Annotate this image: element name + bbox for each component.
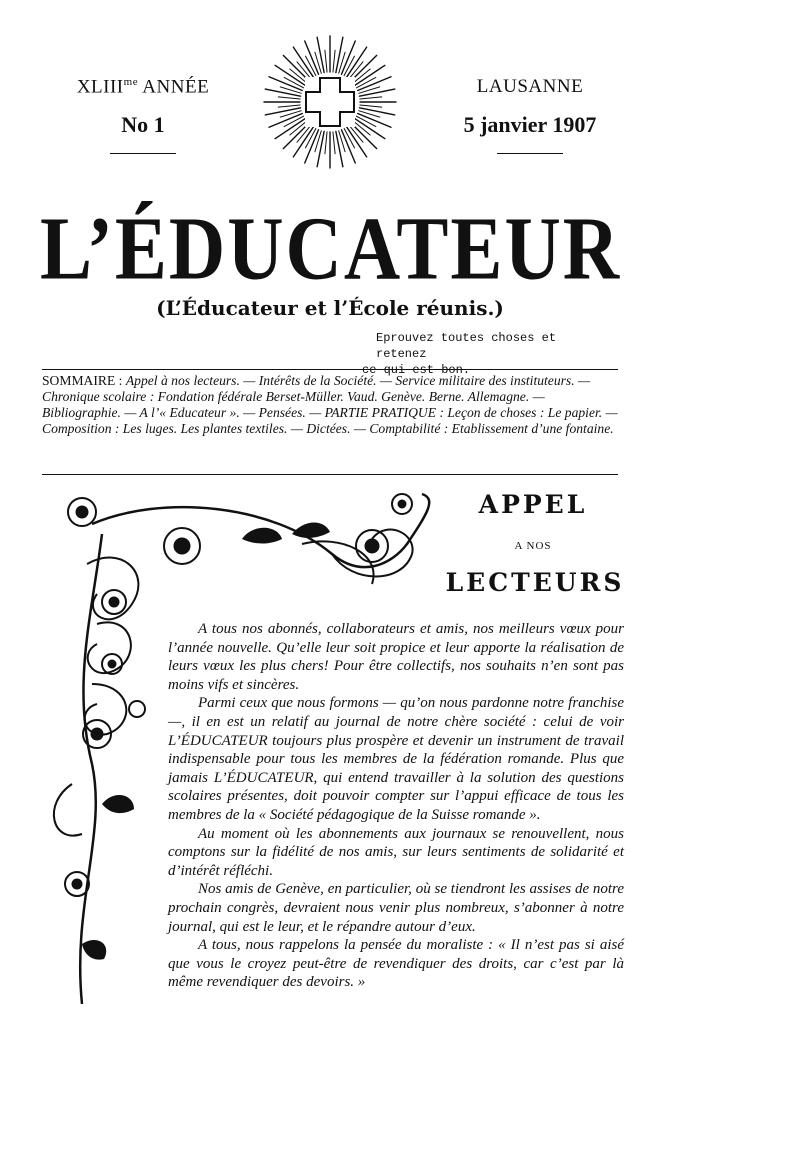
sunburst-ray xyxy=(359,89,394,96)
motto xyxy=(362,330,602,378)
sunburst-ray xyxy=(336,131,343,166)
summary-top-rule xyxy=(42,369,618,370)
sunburst-ray xyxy=(293,127,313,157)
sunburst-ray xyxy=(355,65,385,85)
article-paragraph: Nos amis de Genève, en particulier, où se tiendront les assises de notre prochain congrès, devraient nous venir plus nombreux, s’abonner à notre journal, qui est le leur, et le répandre autour d’eux. xyxy=(168,881,624,935)
article-paragraph: A tous nos abonnés, collaborateurs et amis, nos meilleurs vœux pour l’année nouvelle. Qu’elle leur soit propice et leur apporte la réalisation de leurs vœux les plus chers! Pour être collectifs, nos souhaits n’en sont pas moins vifs et sincères. xyxy=(168,621,624,693)
sunburst-ray xyxy=(317,37,324,72)
sunburst-ray xyxy=(333,50,335,72)
sunburst-ray xyxy=(278,105,300,107)
summary-block xyxy=(42,373,618,437)
article-paragraph: Parmi ceux que nous formons — qu’on nous pardonne notre franchise —, il en est un relatif au journal de notre chère société : celui de voir L’ÉDUCATEUR toujours plus prospère et devenir un instrument de travail indispensable pour tous les membres de la fédération romande. Plus que jamais L’ÉDUCATEUR, qui entend travailler à la solution des questions scolaires présentes, doit pouvoir compter sur l’appui efficace de tous les membres de la « Société pédagogique de la Suisse romande ». xyxy=(168,695,624,823)
issue-date: 5 janvier 1907 xyxy=(463,112,597,137)
city-label: LAUSANNE xyxy=(476,76,584,97)
summary-text: Appel à nos lecteurs. — Intérêts de la Société. — Service militaire des instituteurs. — Chronique scolaire : Fondation fédérale Berset-Müller. Vaud. Genève. Berne. Allemagne. — Bibliographie. — A l’« Educateur ». — Pensées. — PARTIE PRATIQUE : Leçon de choses : Le papier. — Composition : Les luges. Les plantes textiles. — Dictées. — Comptabilité : Etablissement d’une fontaine. xyxy=(42,373,618,436)
sunburst-ray xyxy=(360,97,382,99)
year-label: $XLIII^{me}$ ANNÉE xyxy=(76,76,210,98)
sunburst-ray xyxy=(283,123,308,148)
sunburst-ray xyxy=(360,105,382,107)
sunburst-ray xyxy=(265,89,300,96)
summary-bottom-rule xyxy=(42,474,618,475)
sunburst-ray xyxy=(275,119,305,139)
article-body xyxy=(168,620,624,992)
sunburst-ray xyxy=(293,47,313,77)
sunburst-ray xyxy=(278,97,300,99)
swiss-cross-sunburst-icon xyxy=(262,34,398,170)
article-paragraph: Au moment où les abonnements aux journaux se renouvellent, nous comptons sur la fidélité de nos amis, sur leurs sentiments de solidarité et d’intérêt réfléchi. xyxy=(168,825,624,879)
sunburst-ray xyxy=(325,132,327,154)
motto-line-2: ce qui est bon. xyxy=(362,363,471,377)
header-left-rule xyxy=(110,153,176,154)
sunburst-ray xyxy=(351,55,376,80)
sunburst-ray xyxy=(347,47,367,77)
sunburst-ray xyxy=(333,132,335,154)
issue-number: No 1 xyxy=(121,112,165,138)
masthead-subtitle: (L’Éducateur et l’École réunis.) xyxy=(156,296,504,320)
sunburst-ray xyxy=(359,108,394,115)
sunburst-ray xyxy=(317,131,324,166)
sunburst-ray xyxy=(355,119,385,139)
sunburst-ray xyxy=(351,123,376,148)
article-heading-line-1: APPEL xyxy=(478,490,588,519)
masthead-title: L’ÉDUCATEUR xyxy=(40,197,622,299)
article-paragraph: A tous, nous rappelons la pensée du moraliste : « Il n’est pas si aisé que vous le croyez peut-être de revendiquer des droits, car c’est par là même revendiquer des devoirs. » xyxy=(168,937,624,991)
sunburst-ray xyxy=(336,37,343,72)
header-right xyxy=(430,76,630,154)
header-left xyxy=(48,76,238,154)
summary-label: SOMMAIRE : xyxy=(42,373,123,388)
article-heading-line-2: A NOS xyxy=(514,540,552,552)
sunburst-ray xyxy=(283,55,308,80)
article-heading-line-3: LECTEURS xyxy=(445,568,625,597)
sunburst-ray xyxy=(325,50,327,72)
sunburst-ray xyxy=(265,108,300,115)
sunburst-ray xyxy=(347,127,367,157)
motto-line-1: Eprouvez toutes choses et retenez xyxy=(376,331,557,361)
header-right-rule xyxy=(497,153,563,154)
sunburst-ray xyxy=(275,65,305,85)
